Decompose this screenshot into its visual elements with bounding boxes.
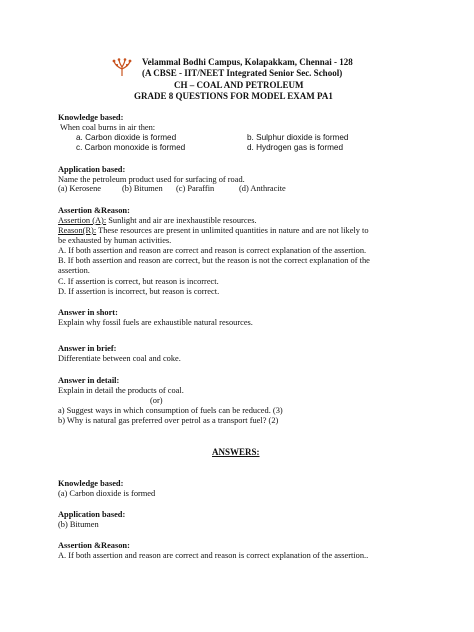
assertion-heading: Assertion &Reason: bbox=[58, 206, 130, 215]
application-option-d: (d) Anthracite bbox=[239, 184, 286, 193]
application-option-a: (a) Kerosene bbox=[58, 184, 102, 193]
short-question: Explain why fossil fuels are exhaustible natural resources. bbox=[58, 318, 253, 327]
exam-title: GRADE 8 QUESTIONS FOR MODEL EXAM PA1 bbox=[134, 91, 333, 101]
detail-part-a: a) Suggest ways in which consumption of fuels can be reduced. (3) bbox=[58, 406, 283, 415]
school-logo-icon bbox=[112, 58, 132, 77]
school-name: Velammal Bodhi Campus, Kolapakkam, Chennai - 128 bbox=[142, 57, 353, 67]
school-affiliation: (A CBSE - IIT/NEET Integrated Senior Sec. School) bbox=[142, 68, 343, 78]
brief-heading: Answer in brief: bbox=[58, 344, 117, 353]
answers-title: ANSWERS: bbox=[212, 447, 260, 457]
reason-text-continued: be exhausted by human activities. bbox=[58, 236, 172, 245]
brief-question: Differentiate between coal and coke. bbox=[58, 354, 181, 363]
assertion-option-b: B. If both assertion and reason are correct, but the reason is not the correct explanation of the bbox=[58, 256, 370, 265]
knowledge-option-b: b. Sulphur dioxide is formed bbox=[247, 133, 349, 142]
application-option-c: (c) Paraffin bbox=[176, 184, 215, 193]
reason-label: Reason(R): bbox=[58, 226, 97, 235]
assertion-option-c: C. If assertion is correct, but reason is incorrect. bbox=[58, 277, 219, 286]
detail-heading: Answer in detail: bbox=[58, 376, 120, 385]
chapter-title: CH – COAL AND PETROLEUM bbox=[174, 80, 304, 90]
application-heading: Application based: bbox=[58, 165, 126, 174]
answers-knowledge-heading: Knowledge based: bbox=[58, 479, 124, 488]
reason-text: These resources are present in unlimited quantities in nature and are not likely to bbox=[96, 226, 369, 235]
assertion-option-d: D. If assertion is incorrect, but reason is correct. bbox=[58, 287, 220, 296]
application-question: Name the petroleum product used for surfacing of road. bbox=[58, 175, 245, 184]
knowledge-option-c: c. Carbon monoxide is formed bbox=[76, 143, 186, 152]
answers-assertion-heading: Assertion &Reason: bbox=[58, 541, 130, 550]
answers-application-heading: Application based: bbox=[58, 510, 126, 519]
assertion-text: Sunlight and air are inexhaustible resources. bbox=[106, 216, 257, 225]
reason-line bbox=[58, 226, 369, 236]
answers-assertion-answer: A. If both assertion and reason are correct and reason is correct explanation of the assertion.. bbox=[58, 551, 369, 560]
short-heading: Answer in short: bbox=[58, 308, 118, 317]
detail-part-b: b) Why is natural gas preferred over petrol as a transport fuel? (2) bbox=[58, 416, 279, 425]
assertion-line bbox=[58, 216, 257, 226]
assertion-option-a: A. If both assertion and reason are correct and reason is correct explanation of the assertion. bbox=[58, 246, 367, 255]
detail-question: Explain in detail the products of coal. bbox=[58, 386, 184, 395]
knowledge-option-d: d. Hydrogen gas is formed bbox=[247, 143, 344, 152]
knowledge-question: When coal burns in air then: bbox=[60, 123, 156, 132]
application-option-b: (b) Bitumen bbox=[122, 184, 163, 193]
detail-or: (or) bbox=[150, 396, 163, 405]
answers-application-answer: (b) Bitumen bbox=[58, 520, 99, 529]
knowledge-option-a: a. Carbon dioxide is formed bbox=[76, 133, 177, 142]
knowledge-heading: Knowledge based: bbox=[58, 113, 124, 122]
answers-knowledge-answer: (a) Carbon dioxide is formed bbox=[58, 489, 156, 498]
assertion-option-b-continued: assertion. bbox=[58, 266, 90, 275]
assertion-label: Assertion (A): bbox=[58, 216, 107, 225]
